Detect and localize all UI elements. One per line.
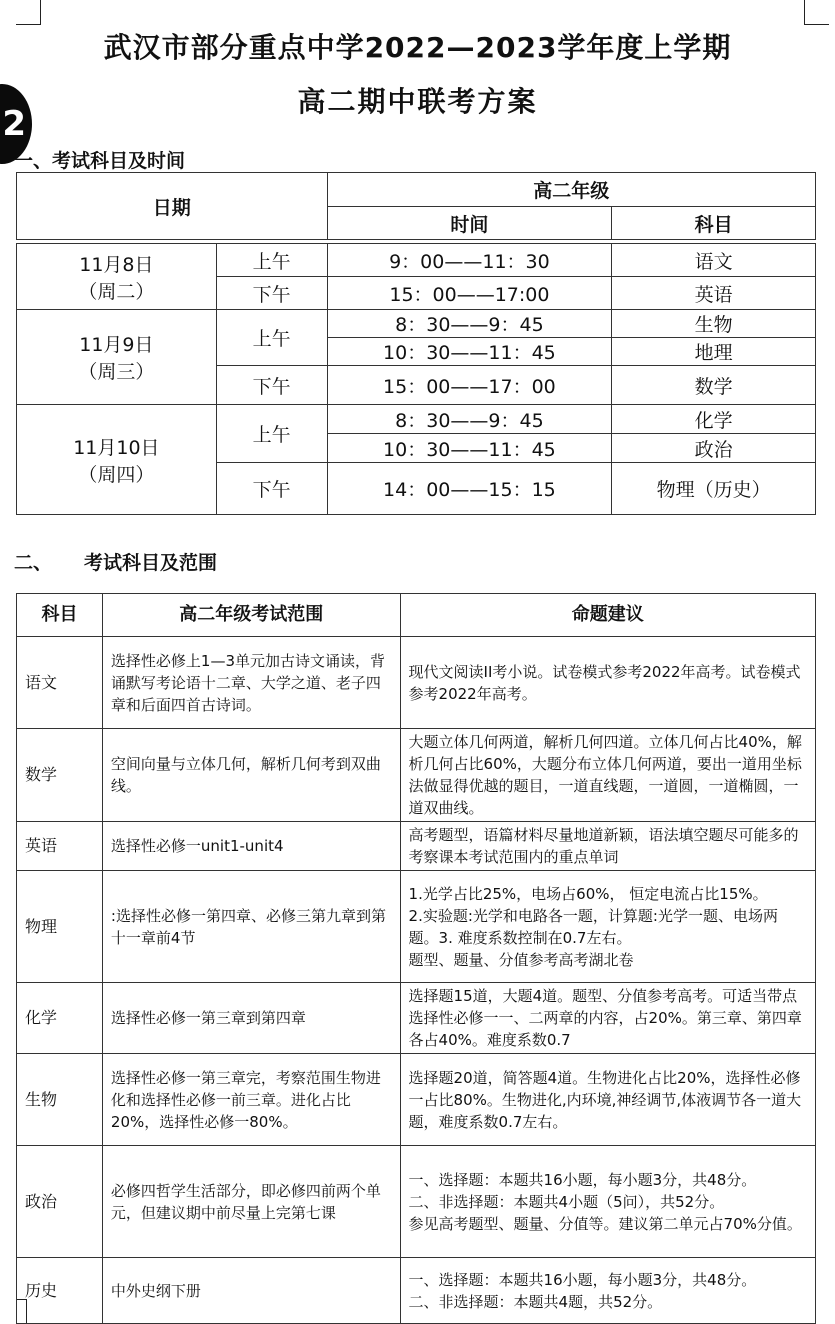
- column-header-advice: 命题建议: [400, 594, 815, 637]
- subject-cell: 语文: [17, 637, 103, 729]
- subject-cell: 数学: [612, 366, 816, 405]
- scope-cell: :选择性必修一第四章、必修三第九章到第十一章前4节: [102, 871, 400, 983]
- table-row: [17, 1146, 816, 1258]
- subject-cell: 英语: [17, 822, 103, 871]
- time-cell: 8：30——9：45: [327, 405, 612, 434]
- table-row: [17, 1054, 816, 1146]
- crop-mark-top-right: [804, 0, 829, 25]
- document-title: 武汉市部分重点中学2022—2023学年度上学期: [103, 31, 732, 64]
- section2-heading: [14, 548, 217, 575]
- date-cell: [17, 310, 217, 405]
- period-cell: 下午: [216, 366, 327, 405]
- scope-cell: 中外史纲下册: [102, 1258, 400, 1324]
- scope-cell: 选择性必修一第三章完，考察范围生物进化和选择性必修一前三章。进化占比20%，选择性必修一80%。: [102, 1054, 400, 1146]
- table-row: [17, 871, 816, 983]
- advice-cell: 高考题型，语篇材料尽量地道新颖，语法填空题尽可能多的考察课本考试范围内的重点单词: [400, 822, 815, 871]
- time-cell: 15：00——17：00: [327, 366, 612, 405]
- advice-cell: 选择题20道，简答题4道。生物进化占比20%，选择性必修一占比80%。生物进化,内环境,神经调节,体液调节各一道大题，难度系数0.7左右。: [400, 1054, 815, 1146]
- header-grade: 高二年级: [327, 173, 815, 207]
- advice-cell: 选择题15道，大题4道。题型、分值参考高考。可适当带点选择性必修一一、二两章的内容，占20%。第三章、第四章各占40%。难度系数0.7: [400, 983, 815, 1054]
- date-cell: [17, 405, 217, 515]
- scope-cell: 必修四哲学生活部分，即必修四前两个单元，但建议期中前尽量上完第七课: [102, 1146, 400, 1258]
- scope-cell: 选择性必修上1—3单元加古诗文诵读，背诵默写考论语十二章、大学之道、老子四章和后面四首古诗词。: [102, 637, 400, 729]
- section2-heading-number: 二、: [14, 552, 53, 574]
- period-cell: 上午: [216, 310, 327, 366]
- advice-cell: 大题立体几何两道，解析几何四道。立体几何占比40%，解析几何占比60%，大题分布立体几何两道，要出一道用坐标法做显得优越的题目，一道直线题，一道圆，一道椭圆，一道双曲线。: [400, 729, 815, 822]
- subject-cell: 地理: [612, 338, 816, 366]
- table-row: [17, 983, 816, 1054]
- subject-cell: 生物: [17, 1054, 103, 1146]
- time-cell: 15：00——17:00: [327, 277, 612, 310]
- advice-cell: 一、选择题：本题共16小题，每小题3分，共48分。 二、非选择题：本题共4小题（5问），共52分。 参见高考题型、题量、分值等。建议第二单元占70%分值。: [400, 1146, 815, 1258]
- subject-cell: 英语: [612, 277, 816, 310]
- header-subject: 科目: [612, 207, 816, 240]
- section2-heading-text: 考试科目及范围: [84, 552, 218, 574]
- date: 11月8日: [79, 253, 154, 276]
- time-cell: 9：00——11：30: [327, 244, 612, 277]
- subject-cell: 物理: [17, 871, 103, 983]
- time-cell: 10：30——11：45: [327, 434, 612, 463]
- table-row: [17, 637, 816, 729]
- time-cell: 10：30——11：45: [327, 338, 612, 366]
- date: 11月9日: [79, 334, 154, 356]
- subject-cell: 化学: [612, 405, 816, 434]
- weekday: （周三）: [78, 361, 155, 383]
- subject-cell: 政治: [17, 1146, 103, 1258]
- scope-cell: 空间向量与立体几何，解析几何考到双曲线。: [102, 729, 400, 822]
- table-row: [17, 1258, 816, 1324]
- date: 11月10日: [73, 436, 160, 459]
- exam-scope-table: [16, 593, 816, 1324]
- subject-cell: 物理（历史）: [612, 463, 816, 515]
- crop-mark-top-left: [16, 0, 41, 25]
- date-cell: [17, 244, 217, 310]
- period-cell: 上午: [216, 405, 327, 463]
- table-row: [17, 729, 816, 822]
- period-cell: 下午: [216, 463, 327, 515]
- weekday: （周四）: [78, 463, 155, 486]
- advice-cell: 一、选择题：本题共16小题，每小题3分，共48分。 二、非选择题：本题共4题，共52分。: [400, 1258, 815, 1324]
- section1-heading: 一、考试科目及时间: [14, 150, 186, 172]
- time-cell: 14：00——15：15: [327, 463, 612, 515]
- document-subtitle: 高二期中联考方案: [297, 85, 538, 118]
- weekday: （周二）: [78, 280, 155, 303]
- period-cell: 上午: [216, 244, 327, 277]
- advice-cell: 现代文阅读II考小说。试卷模式参考2022年高考。试卷模式参考2022年高考。: [400, 637, 815, 729]
- column-header-scope: 高二年级考试范围: [102, 594, 400, 637]
- scope-cell: 选择性必修一unit1-unit4: [102, 822, 400, 871]
- header-date: 日期: [17, 173, 328, 240]
- scope-cell: 选择性必修一第三章到第四章: [102, 983, 400, 1054]
- exam-schedule-table: [16, 172, 816, 515]
- period-cell: 下午: [216, 277, 327, 310]
- subject-cell: 语文: [612, 244, 816, 277]
- subject-cell: 化学: [17, 983, 103, 1054]
- subject-cell: 数学: [17, 729, 103, 822]
- subject-cell: 政治: [612, 434, 816, 463]
- column-header-subject: 科目: [17, 594, 103, 637]
- header-time: 时间: [327, 207, 612, 240]
- subject-cell: 历史: [17, 1258, 103, 1324]
- advice-cell: 1.光学占比25%，电场占60%， 恒定电流占比15%。 2.实验题:光学和电路各一题，计算题:光学一题、电场两题。3. 难度系数控制在0.7左右。 题型、题量、分值参考高考湖北卷: [400, 871, 815, 983]
- time-cell: 8：30——9：45: [327, 310, 612, 338]
- subject-cell: 生物: [612, 310, 816, 338]
- page-badge: 2: [0, 84, 32, 164]
- table-row: [17, 822, 816, 871]
